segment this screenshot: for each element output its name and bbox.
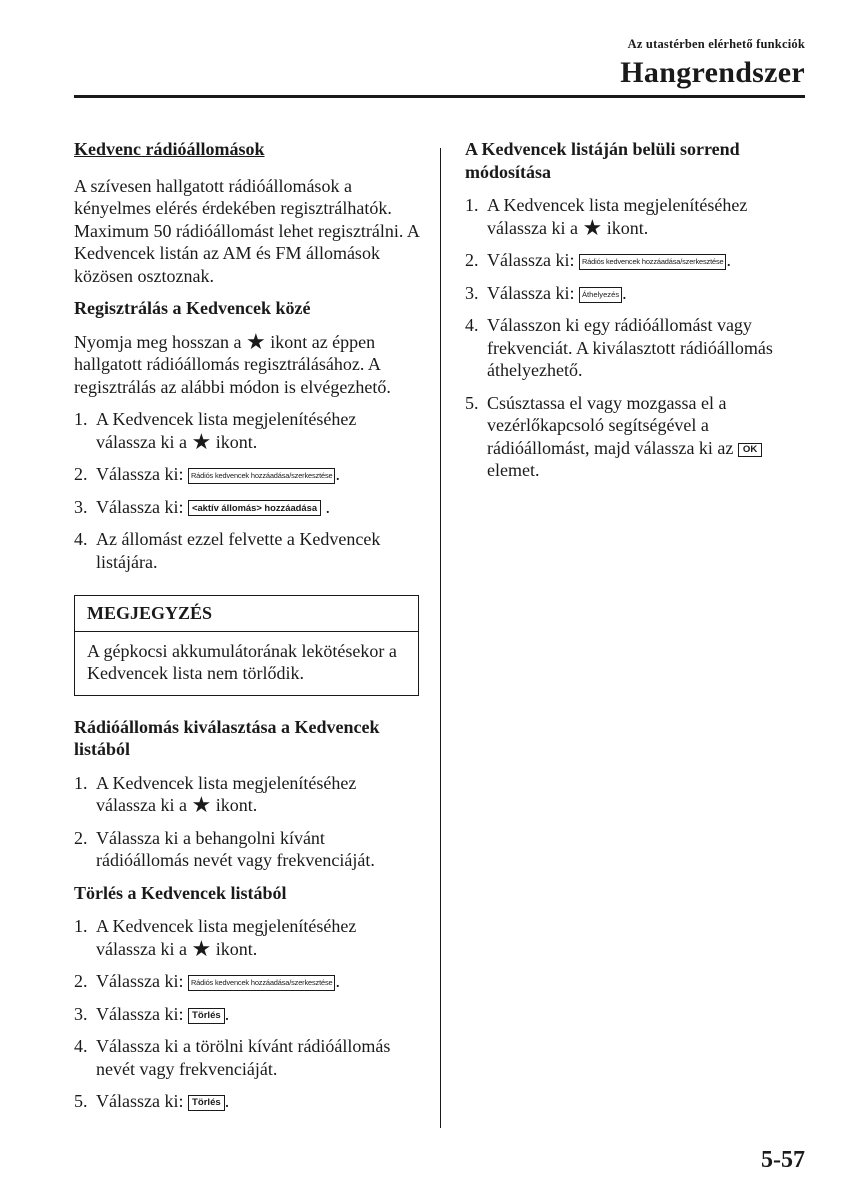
step-text-after: . xyxy=(622,282,627,303)
column-divider xyxy=(440,148,441,1128)
left-column xyxy=(74,138,419,1123)
step-number: 4. xyxy=(465,315,479,335)
page-number: 5-57 xyxy=(761,1147,805,1173)
list-item xyxy=(465,392,805,482)
star-icon: ★ xyxy=(582,215,603,241)
favorites-heading: Kedvenc rádióállomások xyxy=(74,139,265,159)
register-text-before: Nyomja meg hosszan a xyxy=(74,331,242,352)
step-text-after: ikont. xyxy=(606,217,649,238)
step-text: Válassza ki: xyxy=(96,1091,184,1111)
step-number: 4. xyxy=(74,1036,88,1056)
star-icon: ★ xyxy=(245,329,266,355)
step-text: Válassza ki: xyxy=(96,496,184,517)
step-number: 3. xyxy=(74,1003,88,1024)
star-icon: ★ xyxy=(191,936,212,962)
header-divider xyxy=(74,95,805,98)
page-title: Hangrendszer xyxy=(620,56,805,89)
step-text: A Kedvencek lista megjelenítéséhez válassza ki a xyxy=(487,195,748,238)
reorder-steps xyxy=(465,194,805,482)
step-number: 2. xyxy=(74,464,88,484)
note-title: MEGJEGYZÉS xyxy=(75,596,418,632)
list-item xyxy=(74,1035,419,1080)
step-number: 5. xyxy=(74,1091,88,1111)
add-edit-favorites-button[interactable]: Rádiós kedvencek hozzáadása/szerkesztése xyxy=(579,254,727,270)
step-text-after: elemet. xyxy=(487,460,540,480)
list-item xyxy=(74,496,419,519)
step-number: 3. xyxy=(74,496,88,517)
add-edit-favorites-button[interactable]: Rádiós kedvencek hozzáadása/szerkesztése xyxy=(188,468,336,484)
delete-steps xyxy=(74,915,419,1113)
step-text: Válassza ki a behangolni kívánt rádióállomás nevét vagy frekvenciáját. xyxy=(96,827,375,870)
step-number: 4. xyxy=(74,529,88,549)
step-number: 2. xyxy=(465,250,479,270)
step-text: Válassza ki: xyxy=(487,282,575,303)
list-item xyxy=(74,772,419,817)
list-item xyxy=(465,282,805,305)
favorites-intro: A szívesen hallgatott rádióállomások a kényelmes elérés érdekében regisztrálhatók. Maximum 50 rádióállomást lehet regisztrálni. A Kedvencek listán az AM és FM állomások közösen osztoznak. xyxy=(74,175,419,286)
step-text: Válasszon ki egy rádióállomást vagy frekvenciát. A kiválasztott rádióállomás áthelyezhető. xyxy=(487,315,773,380)
step-number: 2. xyxy=(74,971,88,991)
delete-button[interactable]: Törlés xyxy=(188,1008,225,1024)
list-item xyxy=(74,1003,419,1026)
step-text: Válassza ki: xyxy=(487,250,575,270)
star-icon: ★ xyxy=(191,793,212,818)
list-item xyxy=(74,915,419,960)
list-item xyxy=(74,528,419,573)
step-number: 1. xyxy=(74,409,88,429)
list-item xyxy=(74,970,419,993)
step-text: Válassza ki: xyxy=(96,1003,184,1024)
step-number: 3. xyxy=(465,282,479,303)
move-button[interactable]: Áthelyezés xyxy=(579,287,622,303)
step-text-after: . xyxy=(325,496,331,517)
section-title: Az utastérben elérhető funkciók xyxy=(627,37,805,51)
step-text: A Kedvencek lista megjelenítéséhez válassza ki a xyxy=(96,409,357,452)
step-text-after: . xyxy=(726,250,731,270)
list-item xyxy=(465,314,805,382)
step-text: A Kedvencek lista megjelenítéséhez válassza ki a xyxy=(96,916,357,959)
register-steps xyxy=(74,408,419,573)
step-number: 2. xyxy=(74,827,88,848)
step-number: 5. xyxy=(465,392,479,413)
list-item xyxy=(465,194,805,239)
step-text-after: ikont. xyxy=(215,795,258,815)
register-text xyxy=(74,331,419,399)
select-steps xyxy=(74,772,419,872)
step-text-after: . xyxy=(224,1091,230,1111)
register-text-after: ikont az éppen hallgatott rádióállomás regisztrálásához. A regisztrálás az alábbi módon is elvégezhető. xyxy=(74,331,391,397)
step-text-after: . xyxy=(335,971,340,991)
step-text-after: ikont. xyxy=(215,938,258,959)
list-item xyxy=(74,408,419,453)
step-number: 1. xyxy=(465,195,479,215)
delete-heading: Törlés a Kedvencek listából xyxy=(74,882,287,903)
select-heading: Rádióállomás kiválasztása a Kedvencek listából xyxy=(74,716,380,759)
add-active-station-button[interactable]: <aktív állomás> hozzáadása xyxy=(188,500,321,516)
register-heading: Regisztrálás a Kedvencek közé xyxy=(74,298,311,318)
list-item xyxy=(74,463,419,486)
step-text: Válassza ki: xyxy=(96,971,184,991)
delete-button[interactable]: Törlés xyxy=(188,1095,225,1111)
note-box xyxy=(74,595,419,696)
list-item xyxy=(74,1090,419,1113)
step-text: Válassza ki a törölni kívánt rádióállomás nevét vagy frekvenciáját. xyxy=(96,1036,391,1079)
step-text: Csúsztassa el vagy mozgassa el a vezérlőkapcsoló segítségével a rádióállomást, majd válassza ki az xyxy=(487,392,734,458)
step-text: Válassza ki: xyxy=(96,464,184,484)
reorder-heading: A Kedvencek listáján belüli sorrend módosítása xyxy=(465,139,740,182)
step-text: Az állomást ezzel felvette a Kedvencek listájára. xyxy=(96,529,381,572)
step-number: 1. xyxy=(74,916,88,936)
star-icon: ★ xyxy=(191,429,212,455)
note-text: A gépkocsi akkumulátorának lekötésekor a Kedvencek lista nem törlődik. xyxy=(87,640,397,683)
list-item xyxy=(465,249,805,272)
step-text-after: ikont. xyxy=(215,431,258,452)
list-item xyxy=(74,827,419,872)
ok-button[interactable]: OK xyxy=(738,443,762,457)
step-text-after: . xyxy=(224,1003,230,1024)
right-column xyxy=(465,138,805,492)
step-number: 1. xyxy=(74,772,88,793)
step-text-after: . xyxy=(335,464,340,484)
add-edit-favorites-button[interactable]: Rádiós kedvencek hozzáadása/szerkesztése xyxy=(188,975,336,991)
step-text: A Kedvencek lista megjelenítéséhez válassza ki a xyxy=(96,772,357,815)
